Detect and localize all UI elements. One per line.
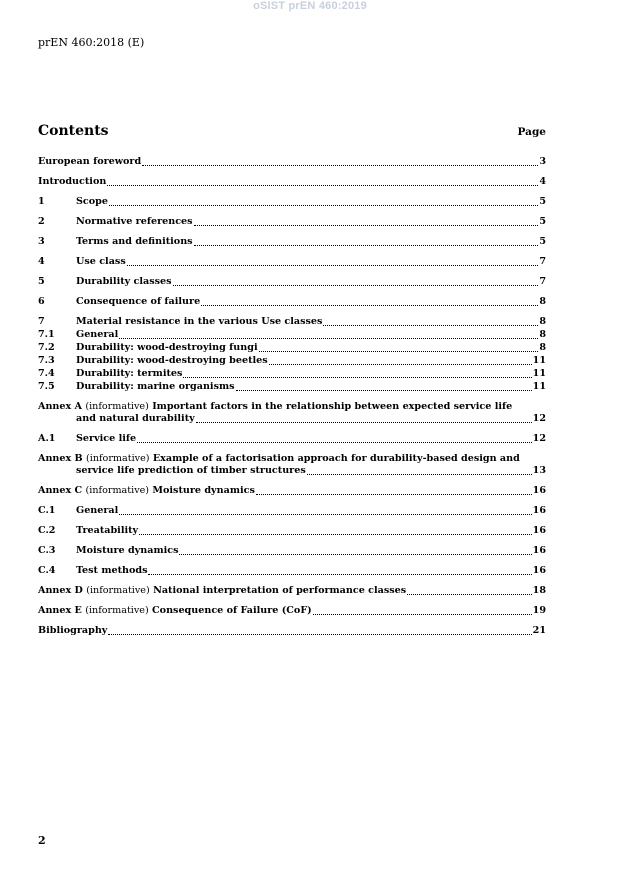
leader-dots <box>173 284 539 286</box>
toc-entry-c-3-moisture[interactable] <box>38 545 546 557</box>
toc-entry-bibliography[interactable] <box>38 625 546 637</box>
toc-entry-page: 4 <box>539 176 546 187</box>
toc-entry-title: Normative references <box>76 216 193 227</box>
toc-entry-page: 11 <box>532 355 546 366</box>
toc-entry-page: 7 <box>539 276 546 287</box>
toc-entry-c-4-test-methods[interactable] <box>38 565 546 577</box>
table-of-contents <box>38 156 546 637</box>
annex-informative: (informative) <box>86 453 150 464</box>
toc-entry-page: 19 <box>532 605 546 616</box>
toc-entry-annex-e[interactable] <box>38 605 546 617</box>
leader-dots <box>313 613 532 615</box>
toc-entry-title: Introduction <box>38 176 107 187</box>
annex-title-line-2: and natural durability <box>76 413 195 424</box>
toc-entry-terms-and-definitions[interactable] <box>38 236 546 248</box>
toc-entry-title: Moisture dynamics <box>76 545 179 556</box>
annex-prefix: Annex B <box>38 453 83 464</box>
toc-entry-7-4-termites[interactable] <box>38 368 546 380</box>
toc-entry-7-1-general[interactable] <box>38 329 546 341</box>
toc-entry-page: 5 <box>539 236 546 247</box>
annex-line-1 <box>38 401 546 413</box>
watermark: oSIST prEN 460:2019 <box>253 0 367 12</box>
toc-entry-number: 7.5 <box>38 381 55 392</box>
annex-prefix: Annex D <box>38 585 83 596</box>
toc-entry-title: Treatability <box>76 525 139 536</box>
toc-entry-title: European foreword <box>38 156 142 167</box>
leader-dots <box>201 304 538 306</box>
annex-title: Consequence of Failure (CoF) <box>152 605 312 616</box>
leader-dots <box>107 184 538 186</box>
document-id: prEN 460:2018 (E) <box>38 36 145 49</box>
toc-entry-7-5-marine[interactable] <box>38 381 546 393</box>
toc-entry-number: 2 <box>38 216 45 227</box>
toc-entry-page: 8 <box>539 296 546 307</box>
annex-title-line-1: Example of a factorisation approach for durability-based design and <box>152 453 520 464</box>
leader-dots <box>256 493 532 495</box>
annex-line-1 <box>38 453 546 465</box>
toc-entry-title <box>38 485 255 497</box>
toc-entry-page: 12 <box>532 413 546 424</box>
toc-entry-title: Service life <box>76 433 137 444</box>
annex-title: Moisture dynamics <box>152 485 255 496</box>
toc-entry-page: 8 <box>539 329 546 340</box>
leader-dots <box>307 473 532 475</box>
annex-line-2 <box>38 465 546 477</box>
toc-entry-title: General <box>76 329 119 340</box>
toc-entry-number: 6 <box>38 296 45 307</box>
toc-entry-number: C.4 <box>38 565 56 576</box>
toc-entry-title: Durability: wood-destroying fungi <box>76 342 258 353</box>
toc-entry-title: Terms and definitions <box>76 236 193 247</box>
toc-entry-page: 8 <box>539 316 546 327</box>
toc-entry-page: 3 <box>539 156 546 167</box>
leader-dots <box>194 224 539 226</box>
toc-entry-7-2-fungi[interactable] <box>38 342 546 354</box>
leader-dots <box>119 513 531 515</box>
toc-entry-number: 5 <box>38 276 45 287</box>
leader-dots <box>194 244 539 246</box>
toc-entry-page: 8 <box>539 342 546 353</box>
toc-entry-annex-a[interactable] <box>38 401 546 425</box>
leader-dots <box>137 441 532 443</box>
leader-dots <box>196 421 532 423</box>
toc-entry-use-class[interactable] <box>38 256 546 268</box>
annex-informative: (informative) <box>86 585 150 596</box>
annex-title: National interpretation of performance classes <box>153 585 407 596</box>
toc-entry-number: A.1 <box>38 433 56 444</box>
contents-title: Contents <box>38 123 109 139</box>
toc-entry-title: Scope <box>76 196 108 207</box>
leader-dots <box>183 376 531 378</box>
toc-entry-scope[interactable] <box>38 196 546 208</box>
toc-entry-c-1-general[interactable] <box>38 505 546 517</box>
toc-entry-page: 16 <box>532 565 546 576</box>
toc-entry-number: C.2 <box>38 525 56 536</box>
leader-dots <box>108 633 531 635</box>
annex-prefix: Annex C <box>38 485 83 496</box>
toc-entry-material-resistance[interactable] <box>38 316 546 328</box>
toc-entry-page: 16 <box>532 505 546 516</box>
toc-entry-annex-b[interactable] <box>38 453 546 477</box>
toc-entry-normative-references[interactable] <box>38 216 546 228</box>
toc-entry-title: Test methods <box>76 565 148 576</box>
toc-entry-number: 7.3 <box>38 355 55 366</box>
annex-prefix: Annex A <box>38 401 83 412</box>
toc-entry-title: Use class <box>76 256 126 267</box>
leader-dots <box>148 573 531 575</box>
annex-informative: (informative) <box>85 401 149 412</box>
toc-entry-number: C.3 <box>38 545 56 556</box>
toc-entry-number: 3 <box>38 236 45 247</box>
toc-entry-c-2-treatability[interactable] <box>38 525 546 537</box>
toc-entry-page: 7 <box>539 256 546 267</box>
toc-entry-number: 7 <box>38 316 45 327</box>
leader-dots <box>139 533 532 535</box>
toc-entry-title: Durability: termites <box>76 368 183 379</box>
page-column-label: Page <box>517 126 546 138</box>
leader-dots <box>119 337 538 339</box>
toc-entry-page: 11 <box>532 381 546 392</box>
toc-entry-annex-d[interactable] <box>38 585 546 597</box>
leader-dots <box>259 350 539 352</box>
annex-prefix: Annex E <box>38 605 82 616</box>
annex-line-2 <box>38 413 546 425</box>
toc-entry-number: 7.4 <box>38 368 55 379</box>
toc-entry-a-1-service-life[interactable] <box>38 433 546 445</box>
toc-entry-page: 5 <box>539 196 546 207</box>
toc-entry-number: 1 <box>38 196 45 207</box>
annex-informative: (informative) <box>85 485 150 496</box>
toc-entry-page: 16 <box>532 525 546 536</box>
toc-entry-page: 11 <box>532 368 546 379</box>
toc-entry-title: Bibliography <box>38 625 108 636</box>
leader-dots <box>127 264 539 266</box>
toc-entry-number: C.1 <box>38 505 56 516</box>
toc-entry-page: 12 <box>532 433 546 444</box>
toc-entry-consequence-of-failure[interactable] <box>38 296 546 308</box>
toc-entry-page: 16 <box>532 545 546 556</box>
toc-entry-durability-classes[interactable] <box>38 276 546 288</box>
page-number: 2 <box>38 834 46 847</box>
leader-dots <box>236 389 532 391</box>
toc-entry-page: 16 <box>532 485 546 496</box>
toc-entry-number: 4 <box>38 256 45 267</box>
toc-entry-title: Consequence of failure <box>76 296 201 307</box>
annex-informative: (informative) <box>85 605 149 616</box>
toc-entry-title: Material resistance in the various Use classes <box>76 316 323 327</box>
toc-entry-introduction[interactable] <box>38 176 546 188</box>
toc-entry-number: 7.2 <box>38 342 55 353</box>
toc-entry-european-foreword[interactable] <box>38 156 546 168</box>
toc-entry-page: 13 <box>532 465 546 476</box>
annex-title-line-1: Important factors in the relationship between expected service life <box>152 401 513 412</box>
toc-entry-title <box>38 585 406 597</box>
toc-entry-title: Durability: marine organisms <box>76 381 235 392</box>
toc-entry-page: 18 <box>532 585 546 596</box>
toc-entry-page: 5 <box>539 216 546 227</box>
toc-entry-page: 21 <box>532 625 546 636</box>
toc-entry-annex-c[interactable] <box>38 485 546 497</box>
toc-entry-7-3-beetles[interactable] <box>38 355 546 367</box>
leader-dots <box>179 553 531 555</box>
toc-entry-title: Durability: wood-destroying beetles <box>76 355 268 366</box>
toc-entry-title: Durability classes <box>76 276 172 287</box>
toc-entry-number: 7.1 <box>38 329 55 340</box>
leader-dots <box>142 164 538 166</box>
toc-entry-title: General <box>76 505 119 516</box>
leader-dots <box>407 593 531 595</box>
leader-dots <box>323 324 538 326</box>
leader-dots <box>109 204 538 206</box>
leader-dots <box>269 363 532 365</box>
annex-title-line-2: service life prediction of timber structures <box>76 465 306 476</box>
toc-entry-title <box>38 605 312 617</box>
